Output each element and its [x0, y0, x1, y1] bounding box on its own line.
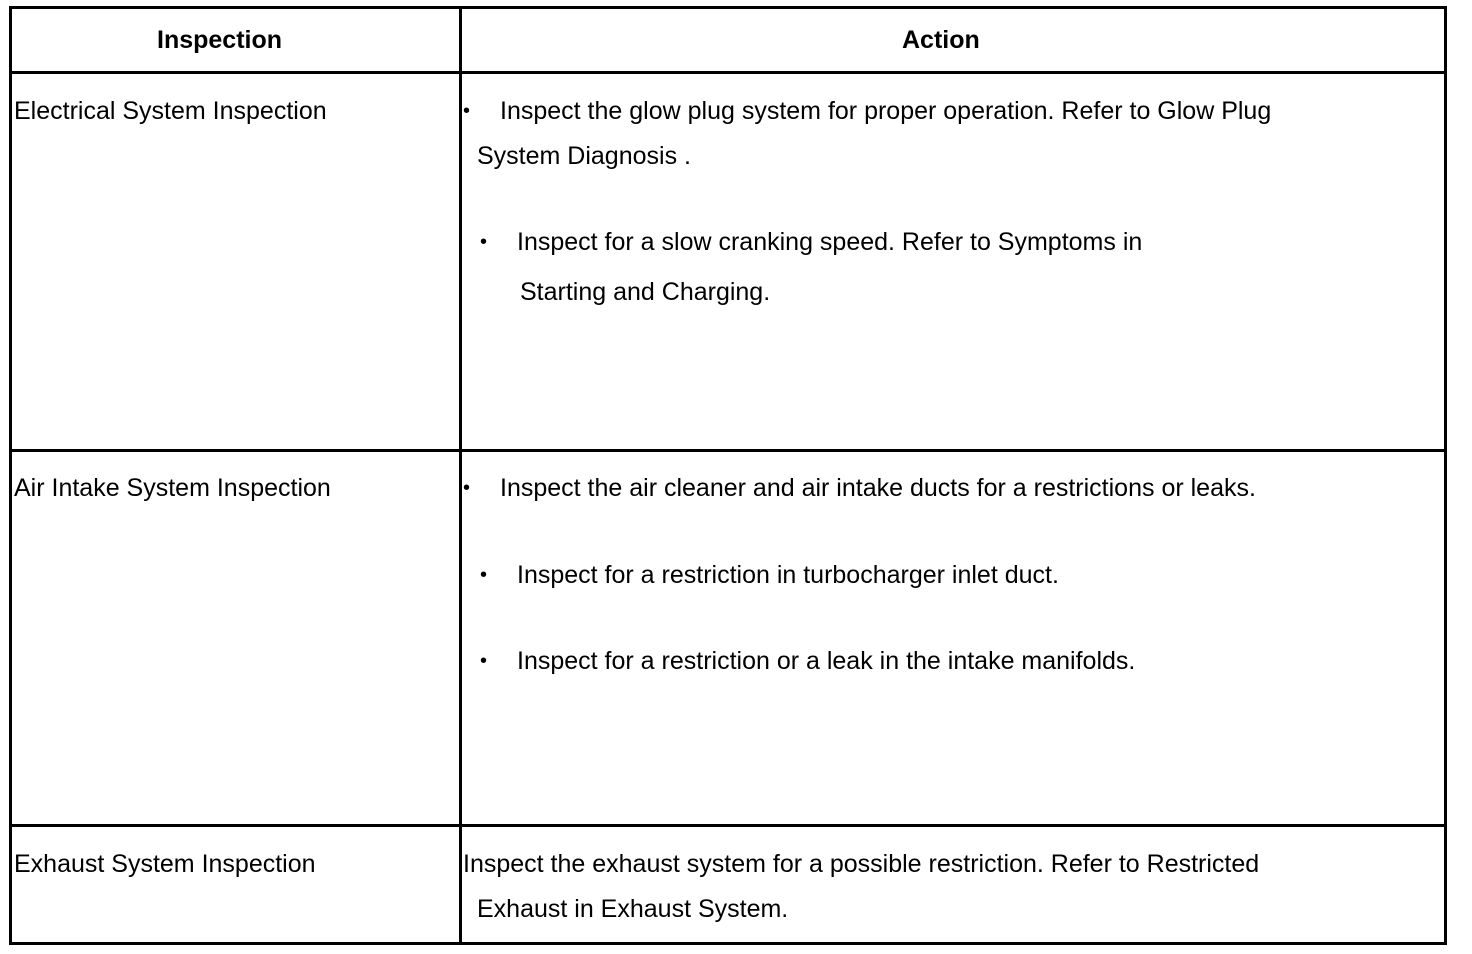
- inspection-cell-air-intake: Air Intake System Inspection: [14, 474, 331, 502]
- table-border-top: [9, 6, 1447, 9]
- action-line: Inspect the exhaust system for a possible restriction. Refer to Restricted: [463, 850, 1260, 878]
- bullet-icon: •: [480, 231, 488, 253]
- action-line: Inspect the air cleaner and air intake ducts for a restrictions or leaks.: [500, 474, 1256, 502]
- action-line: System Diagnosis .: [477, 142, 691, 170]
- bullet-icon: •: [463, 477, 471, 499]
- bullet-icon: •: [480, 564, 488, 586]
- bullet-icon: •: [463, 100, 471, 122]
- header-action: Action: [902, 26, 980, 54]
- action-line: Inspect for a slow cranking speed. Refer to Symptoms in: [517, 228, 1143, 256]
- column-divider: [459, 6, 462, 945]
- header-inspection: Inspection: [157, 26, 283, 54]
- table-border-left: [9, 6, 12, 945]
- action-line: Inspect for a restriction in turbocharger inlet duct.: [517, 561, 1059, 589]
- action-line: Inspect the glow plug system for proper operation. Refer to Glow Plug: [500, 97, 1272, 125]
- bullet-icon: •: [480, 650, 488, 672]
- inspection-cell-exhaust: Exhaust System Inspection: [14, 850, 316, 878]
- row-divider-1: [9, 449, 1447, 452]
- inspection-cell-electrical: Electrical System Inspection: [14, 97, 327, 125]
- action-line: Exhaust in Exhaust System.: [477, 895, 789, 923]
- table-border-bottom: [9, 942, 1447, 945]
- action-line: Starting and Charging.: [520, 278, 771, 306]
- row-divider-2: [9, 824, 1447, 827]
- table-border-right: [1444, 6, 1447, 945]
- action-line: Inspect for a restriction or a leak in the intake manifolds.: [517, 647, 1136, 675]
- header-divider: [9, 71, 1447, 74]
